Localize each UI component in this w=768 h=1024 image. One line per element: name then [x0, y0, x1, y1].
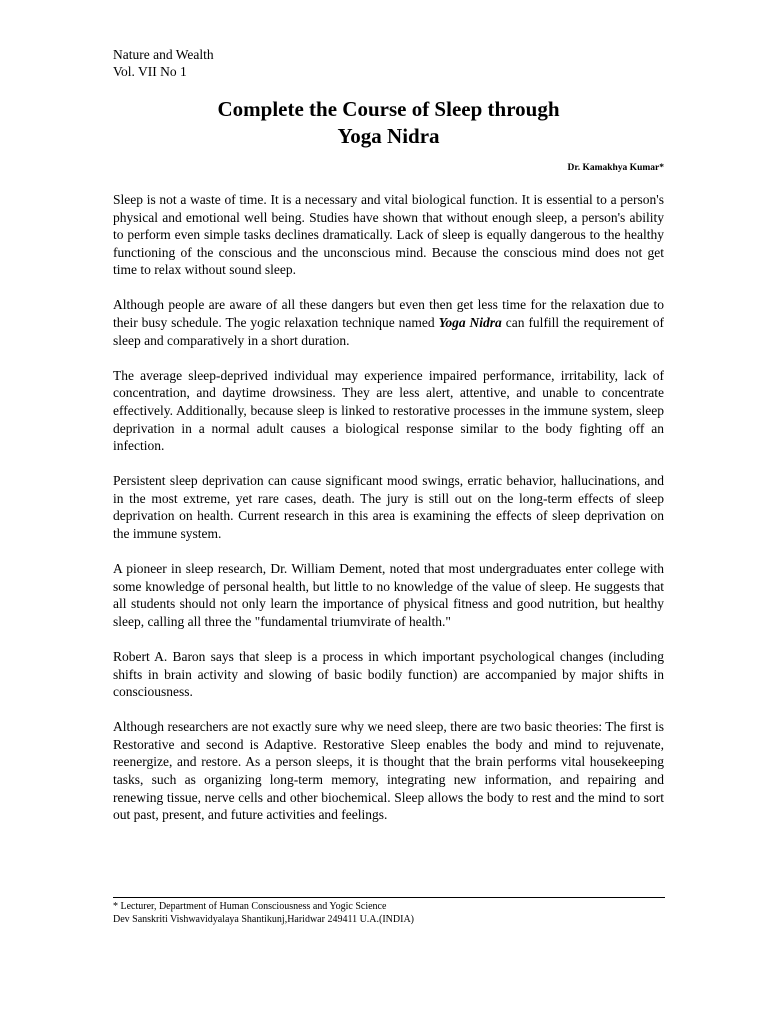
journal-name: Nature and Wealth: [113, 47, 214, 62]
paragraph-2: [113, 296, 664, 349]
paragraph-2-text-b: can fulfill the requirement of sleep and comparatively in a short duration.: [113, 315, 664, 348]
paragraph-2-text-a: Although people are aware of all these dangers but even then get less time for the relaxation due to their busy schedule. The yogic relaxation technique named: [113, 297, 664, 331]
paragraph-1: Sleep is not a waste of time. It is a necessary and vital biological function. It is essential to a person's physical and emotional well being. Studies have shown that without enough sleep, a person's ability to perform even simple tasks declines dramatically. Lack of sleep is equally dangerous to the healthy functioning of the conscious and the unconscious mind. Because the conscious mind does not get time to relax without sound sleep.: [113, 192, 664, 278]
footnote-line-1: * Lecturer, Department of Human Consciousness and Yogic Science: [113, 901, 387, 912]
paragraph-5: A pioneer in sleep research, Dr. William Dement, noted that most undergraduates enter college with some knowledge of personal health, but little to no knowledge of the value of sleep. He suggests that all students should not only learn the importance of physical fitness and good nutrition, but healthy sleep, calling all three the "fundamental triumvirate of health.": [113, 561, 664, 629]
article-title-line-2: Yoga Nidra: [337, 124, 440, 148]
yoga-nidra-emphasis: Yoga Nidra: [438, 315, 502, 331]
footnote-line-2: Dev Sanskriti Vishwavidyalaya Shantikunj,Haridwar 249411 U.A.(INDIA): [113, 913, 415, 925]
author-name: Dr. Kamakhya Kumar*: [567, 163, 664, 173]
paragraph-6: Robert A. Baron says that sleep is a process in which important psychological changes (including shifts in brain activity and slowing of basic bodily function) are accompanied by major shifts in consciousness.: [113, 648, 664, 700]
article-page: [113, 46, 664, 824]
article-title: [113, 96, 664, 150]
journal-header: [113, 46, 664, 80]
paragraph-7: Although researchers are not exactly sure why we need sleep, there are two basic theories: The first is Restorative and second is Adaptive. Restorative Sleep enables the body and mind to rejuvenate, reenergize, and restore. As a person sleeps, it is thought that the brain performs vital housekeeping tasks, such as organizing long-term memory, integrating new information, and repairing and renewing tissue, nerve cells and other biochemical. Sleep allows the body to rest and the mind to sort out past, present, and future activities and feelings.: [113, 719, 664, 823]
paragraph-3: The average sleep-deprived individual may experience impaired performance, irritability, lack of concentration, and daytime drowsiness. They are less alert, attentive, and unable to concentrate effectively. Additionally, because sleep is linked to restorative processes in the immune system, sleep deprivation in a normal adult causes a biological response similar to the body fighting off an infection.: [113, 367, 664, 454]
footnote: [113, 897, 665, 926]
article-title-line-1: Complete the Course of Sleep through: [217, 97, 560, 121]
paragraph-4: Persistent sleep deprivation can cause significant mood swings, erratic behavior, hallucinations, and in the most extreme, yet rare cases, death. The jury is still out on the long-term effects of sleep deprivation on health. Current research in this area is examining the effects of sleep deprivation on the immune system.: [113, 473, 664, 541]
journal-volume: Vol. VII No 1: [113, 64, 187, 79]
